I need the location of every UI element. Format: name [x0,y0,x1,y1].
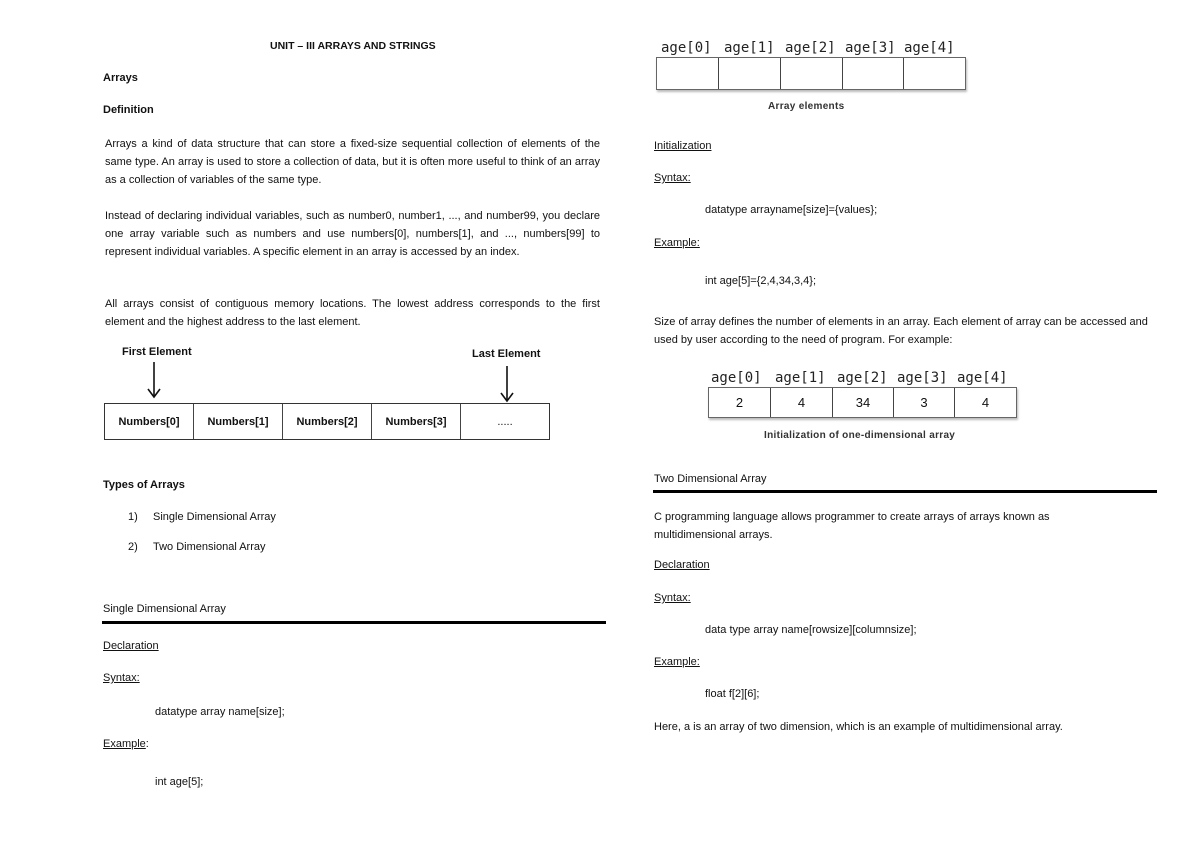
figure-caption: Array elements [768,101,845,112]
section-divider [102,621,606,624]
declaration-heading: Declaration [654,559,710,571]
syntax-code: data type array name[rowsize][columnsize]; [705,624,917,636]
syntax-label: Syntax: [654,172,691,184]
declaration-paragraph: Instead of declaring individual variables, such as number0, number1, ..., and number99, you declare one array variable such as numbers and use numbers[0], numbers[1], and ..., numbers[99] to represent individual variables. A specific element in an array is accessed by an index. [105,210,600,258]
array-cell: Numbers[1] [194,404,283,439]
index-label: age[1] [724,40,775,56]
list-item-number: 2) [128,541,138,553]
example-code: float f[2][6]; [705,688,760,700]
index-label: age[2] [837,370,888,386]
array-cell: ..... [497,415,513,428]
list-item-number: 1) [128,511,138,523]
initialization-heading: Initialization [654,140,712,152]
example-label [103,738,149,750]
initialized-array-figure [708,387,1017,418]
declaration-heading: Declaration [103,640,159,652]
numbers-array-figure [104,403,550,440]
list-item: Two Dimensional Array [153,541,266,553]
syntax-code: datatype arrayname[size]={values}; [705,204,878,216]
array-value-cell: 4 [954,388,1016,417]
index-label: age[4] [904,40,955,56]
definition-paragraph: Arrays a kind of data structure that can store a fixed-size sequential collection of elements of the same type. An array is used to store a collection of data, but it is often more useful to think of an array as a collection of variables of the same type. [105,138,600,186]
definition-heading: Definition [103,104,154,116]
memory-paragraph: All arrays consist of contiguous memory locations. The lowest address corresponds to the first element and the highest address to the last element. [105,298,600,328]
example-code: int age[5]; [155,776,204,788]
page-title: UNIT – III ARRAYS AND STRINGS [270,40,436,52]
syntax-label: Syntax: [103,672,140,684]
syntax-label: Syntax: [654,592,691,604]
types-heading: Types of Arrays [103,479,185,491]
index-label: age[1] [775,370,826,386]
cell-divider [842,58,843,89]
index-label: age[0] [661,40,712,56]
index-label: age[2] [785,40,836,56]
array-value-cell: 2 [735,395,744,410]
syntax-code: datatype array name[size]; [155,706,285,718]
down-arrow-icon [140,360,170,402]
last-element-label: Last Element [472,348,541,360]
example-colon: : [145,738,149,750]
index-label: age[4] [957,370,1008,386]
two-dimensional-heading: Two Dimensional Array [654,473,767,485]
array-cell: Numbers[3] [372,404,461,439]
section-divider [653,490,1157,493]
index-label: age[0] [711,370,762,386]
array-cell: Numbers[2] [283,404,372,439]
array-value-cell: 34 [832,388,893,417]
example-label: Example: [654,237,700,249]
list-item: Single Dimensional Array [153,511,276,523]
size-paragraph: Size of array defines the number of elements in an array. Each element of array can be accessed and used by user according to the need of program. For example: [654,316,1148,346]
example-code: int age[5]={2,4,34,3,4}; [705,275,817,287]
cell-divider [718,58,719,89]
single-dimensional-heading: Single Dimensional Array [103,603,226,615]
age-array-figure [656,57,966,90]
closing-paragraph: Here, a is an array of two dimension, which is an example of multidimensional array. [654,721,1063,733]
array-cell: Numbers[0] [105,404,194,439]
index-label: age[3] [845,40,896,56]
figure-caption: Initialization of one-dimensional array [764,430,956,441]
arrays-heading: Arrays [103,72,138,84]
cell-divider [903,58,904,89]
array-value-cell: 4 [770,388,832,417]
two-dimensional-paragraph: C programming language allows programmer to create arrays of arrays known as multidimensional arrays. [654,511,1050,541]
down-arrow-icon [493,364,523,406]
array-value-cell: 3 [893,388,954,417]
example-label-text: Example [103,738,146,750]
first-element-label: First Element [122,346,192,358]
cell-divider [780,58,781,89]
index-label: age[3] [897,370,948,386]
example-label: Example: [654,656,700,668]
